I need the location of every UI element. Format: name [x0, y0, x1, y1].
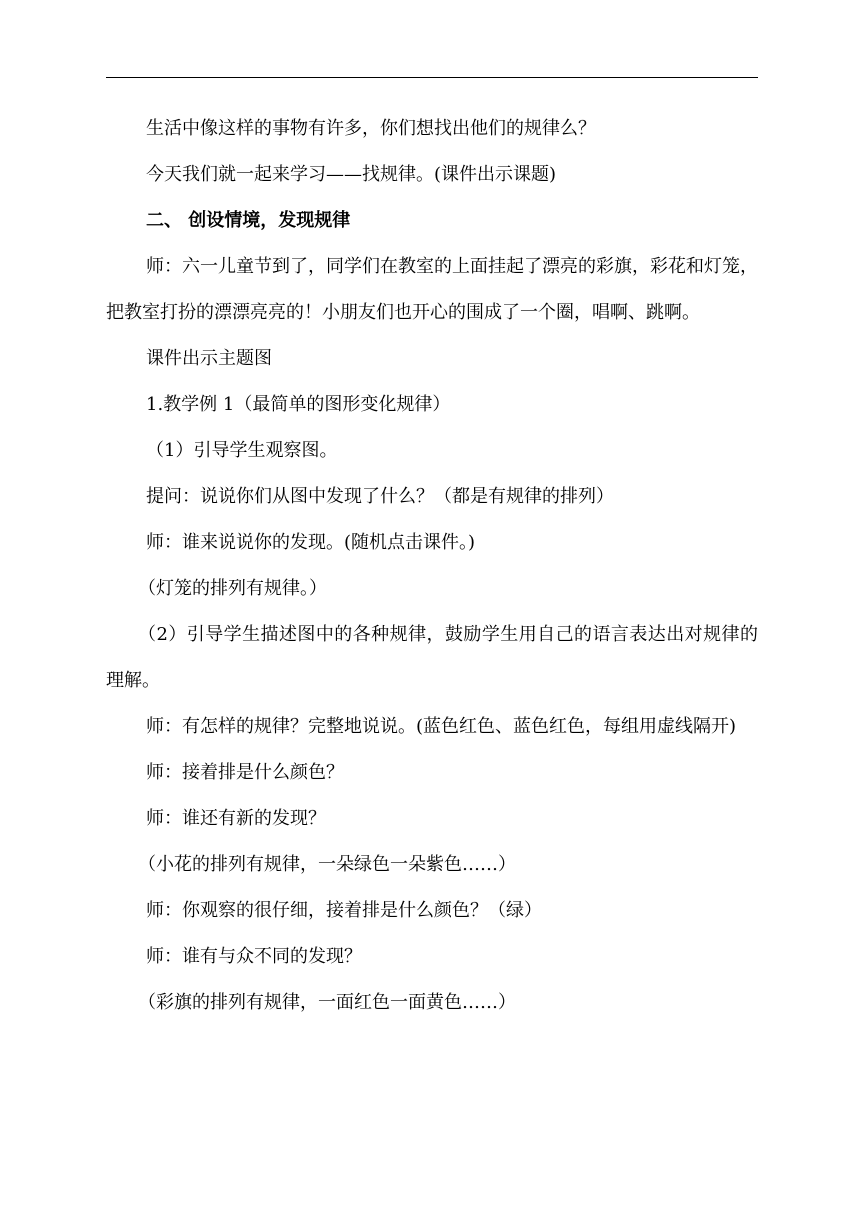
paragraph: （灯笼的排列有规律。） — [138, 578, 327, 599]
paragraph: （彩旗的排列有规律，一面红色一面黄色……） — [138, 992, 516, 1013]
paragraph: 1.教学例 1（最简单的图形变化规律） — [146, 394, 451, 415]
paragraph: （1）引导学生观察图。 — [146, 440, 338, 461]
paragraph: 师：有怎样的规律？完整地说说。(蓝色红色、蓝色红色，每组用虚线隔开) — [146, 716, 737, 737]
paragraph: 师：六一儿童节到了，同学们在教室的上面挂起了漂亮的彩旗，彩花和灯笼，把教室打扮的漂漂亮亮的！小朋友们也开心的围成了一个圈，唱啊、跳啊。 — [106, 256, 758, 323]
paragraph: （2）引导学生描述图中的各种规律，鼓励学生用自己的语言表达出对规律的理解。 — [106, 624, 758, 691]
paragraph: 今天我们就一起来学习——找规律。(课件出示课题) — [146, 164, 557, 185]
paragraph: 师：谁有与众不同的发现？ — [146, 946, 362, 967]
header-rule — [106, 77, 758, 78]
paragraph: 生活中像这样的事物有许多，你们想找出他们的规律么？ — [146, 118, 596, 139]
paragraph: 师：你观察的很仔细，接着排是什么颜色？（绿） — [146, 900, 542, 921]
paragraph: 师：谁还有新的发现？ — [146, 808, 326, 829]
paragraph: 提问：说说你们从图中发现了什么？（都是有规律的排列） — [146, 486, 614, 507]
document-body — [106, 106, 758, 1026]
paragraph: 师：接着排是什么颜色？ — [146, 762, 344, 783]
paragraph: 课件出示主题图 — [146, 348, 272, 369]
paragraph: （小花的排列有规律，一朵绿色一朵紫色……） — [138, 854, 516, 875]
paragraph: 师：谁来说说你的发现。(随机点击课件。) — [146, 532, 476, 553]
section-heading: 二、 创设情境，发现规律 — [146, 210, 351, 231]
